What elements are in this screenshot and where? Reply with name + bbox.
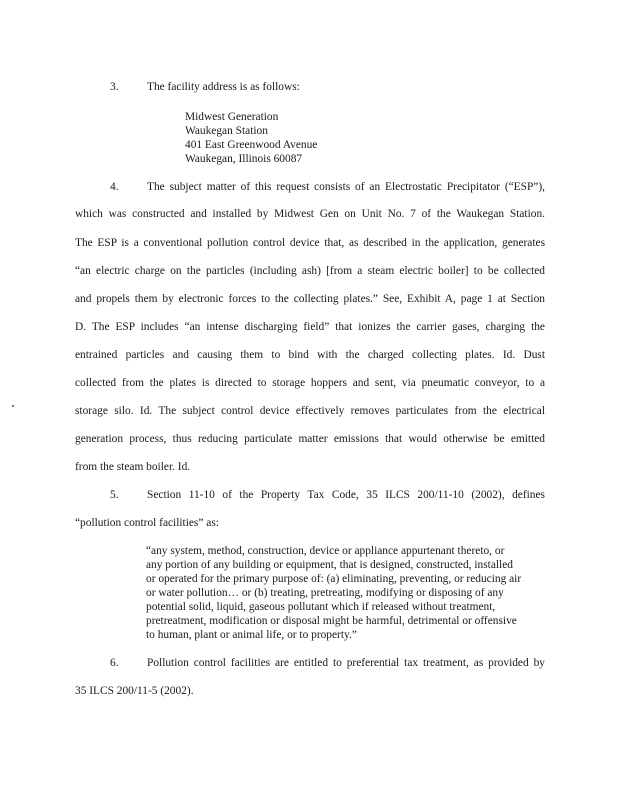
paragraph-number-4: 4.	[110, 181, 119, 193]
quote-line-7: to human, plant or animal life, or to property.”	[146, 629, 357, 641]
paragraph-number-5: 5.	[110, 489, 119, 501]
paragraph-5-line-2: “pollution control facilities” as:	[75, 517, 219, 529]
paragraph-4-line-10: generation process, thus reducing particulate matter emissions that would otherwise be emitted	[75, 433, 545, 445]
paragraph-4-line-4: “an electric charge on the particles (including ash) [from a steam electric boiler] to be collected	[75, 265, 545, 277]
quote-line-6: pretreatment, modification or disposal might be harmful, detrimental or offensive	[146, 615, 517, 627]
paragraph-4-line-9: storage silo. Id. The subject control device effectively removes particulates from the electrical	[75, 405, 545, 417]
address-line-3: 401 East Greenwood Avenue	[185, 139, 318, 151]
paragraph-3-text: The facility address is as follows:	[147, 81, 300, 93]
quote-line-5: potential solid, liquid, gaseous pollutant which if released without treatment,	[146, 601, 496, 613]
paragraph-4-line-8: collected from the plates is directed to storage hoppers and sent, via pneumatic conveyor, to a	[75, 377, 545, 389]
paragraph-4-line-1: The subject matter of this request consists of an Electrostatic Precipitator (“ESP”),	[147, 181, 545, 193]
quote-line-1: “any system, method, construction, device or appliance appurtenant thereto, or	[146, 545, 505, 557]
paragraph-4-line-11: from the steam boiler. Id.	[75, 461, 191, 473]
paragraph-4-line-6: D. The ESP includes “an intense discharging field” that ionizes the carrier gases, charging the	[75, 321, 545, 333]
quote-line-3: or operated for the primary purpose of: (a) eliminating, preventing, or reducing air	[146, 573, 522, 585]
paragraph-number-3: 3.	[110, 81, 119, 93]
paragraph-4-line-7: entrained particles and causing them to bind with the charged collecting plates. Id. Dust	[75, 349, 545, 361]
quote-line-4: or water pollution… or (b) treating, pretreating, modifying or disposing of any	[146, 587, 504, 599]
paragraph-6-line-2: 35 ILCS 200/11-5 (2002).	[75, 685, 194, 697]
address-line-1: Midwest Generation	[185, 111, 279, 123]
scan-speck	[12, 405, 14, 407]
paragraph-4-line-5: and propels them by electronic forces to the collecting plates.” See, Exhibit A, page 1 at Section	[75, 293, 545, 305]
quote-line-2: any portion of any building or equipment, that is designed, constructed, installed	[146, 559, 513, 571]
paragraph-number-6: 6.	[110, 657, 119, 669]
paragraph-4-line-2: which was constructed and installed by Midwest Gen on Unit No. 7 of the Waukegan Station.	[75, 208, 545, 220]
paragraph-5-line-1: Section 11-10 of the Property Tax Code, 35 ILCS 200/11-10 (2002), defines	[147, 489, 545, 501]
address-line-4: Waukegan, Illinois 60087	[185, 153, 303, 165]
address-line-2: Waukegan Station	[185, 125, 268, 137]
paragraph-6-line-1: Pollution control facilities are entitled to preferential tax treatment, as provided by	[147, 657, 545, 669]
paragraph-4-line-3: The ESP is a conventional pollution control device that, as described in the application, generates	[75, 237, 545, 249]
